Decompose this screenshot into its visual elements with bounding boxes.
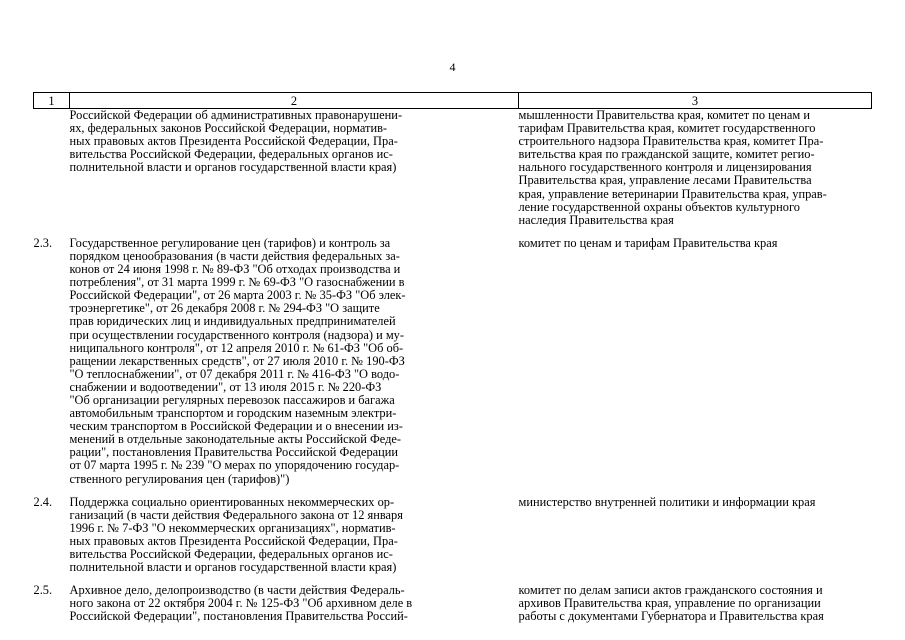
table-row — [34, 584, 872, 623]
table-header-row — [34, 93, 872, 109]
row-number: 2.5. — [33, 583, 53, 598]
header-col-3: 3 — [519, 93, 872, 109]
row-function-text: Российской Федерации об административных правонарушени- ях, федеральных законов Российской Федерации, норматив- ных правовых актов Президента Российской Федерации, Пра- вительства Российской Федерации, федеральных органов ис- полнительной власти и органов государственной власти края) — [69, 108, 403, 175]
table-row — [34, 496, 872, 575]
header-col-2: 2 — [70, 93, 519, 109]
row-function-text: Архивное дело, делопроизводство (в части действия Федераль- ного закона от 22 октября 2004 г. № 125-ФЗ "Об архивном деле в Российской Федерации", постановления Правительства Россий- — [69, 583, 413, 624]
row-responsible: министерство внутренней политики и информации края — [518, 494, 816, 509]
row-number: 2.4. — [33, 494, 53, 509]
row-number: 2.3. — [33, 235, 53, 250]
row-responsible: комитет по ценам и тарифам Правительства края — [518, 235, 778, 250]
row-responsible: мышленности Правительства края, комитет по ценам и тарифам Правительства края, комитет государственного строительного надзора Правительства края, комитет Пра- вительства края по гражданской защите, комитет регио- нального государственного контроля и лицензирования Правительства края, управление лесами Правительства края, управление ветеринарии Правительства края, управ- ление государственной охраны объектов культурного наследия Правительства края — [518, 108, 827, 227]
functions-table — [33, 92, 872, 623]
row-function-text: Поддержка социально ориентированных некоммерческих ор- ганизаций (в части действия Федерального закона от 12 января 1996 г. № 7-ФЗ "О некоммерческих организациях", норматив- ных правовых актов Президента Российской Федерации, Пра- вительства Российской Федерации, федеральных органов ис- полнительной власти и органов государственной власти края) — [69, 494, 403, 575]
row-number — [34, 109, 70, 227]
table-row — [34, 109, 872, 227]
table-row — [34, 237, 872, 486]
row-function-text: Государственное регулирование цен (тарифов) и контроль за порядком ценообразования (в части действия федеральных за- конов от 24 июня 1998 г. № 89-ФЗ "Об отходах производства и потребления", от 31 марта 1999 г. № 69-ФЗ "О газоснабжении в Российской Федерации", от 26 марта 2003 г. № 35-ФЗ "Об элек- троэнергетике", от 26 декабря 2008 г. № 294-ФЗ "О защите прав юридических лиц и индивидуальных предпринимателей при осуществлении государственного контроля (надзора) и му- ниципального контроля", от 12 апреля 2010 г. № 61-ФЗ "Об об- ращении лекарственных средств", от 27 июля 2010 г. № 190-ФЗ "О теплоснабжении", от 07 декабря 2011 г. № 416-ФЗ "О водо- снабжении и водоотведении", от 13 июля 2015 г. № 220-ФЗ "Об организации регулярных перевозок пассажиров и багажа автомобильным транспортом и городским наземным электри- ческим транспортом в Российской Федерации и о внесении из- менений в отдельные законодательные акты Российской Феде- рации", постановления Правительства Российской Федерации от 07 марта 1995 г. № 239 "О мерах по упорядочению государ- ственного регулирования цен (тарифов)") — [69, 235, 406, 486]
row-responsible: комитет по делам записи актов гражданского состояния и архивов Правительства края, управление по организации работы с документами Губернатора и Правительства края — [518, 583, 824, 624]
header-col-1: 1 — [34, 93, 70, 109]
page-number: 4 — [449, 60, 456, 74]
